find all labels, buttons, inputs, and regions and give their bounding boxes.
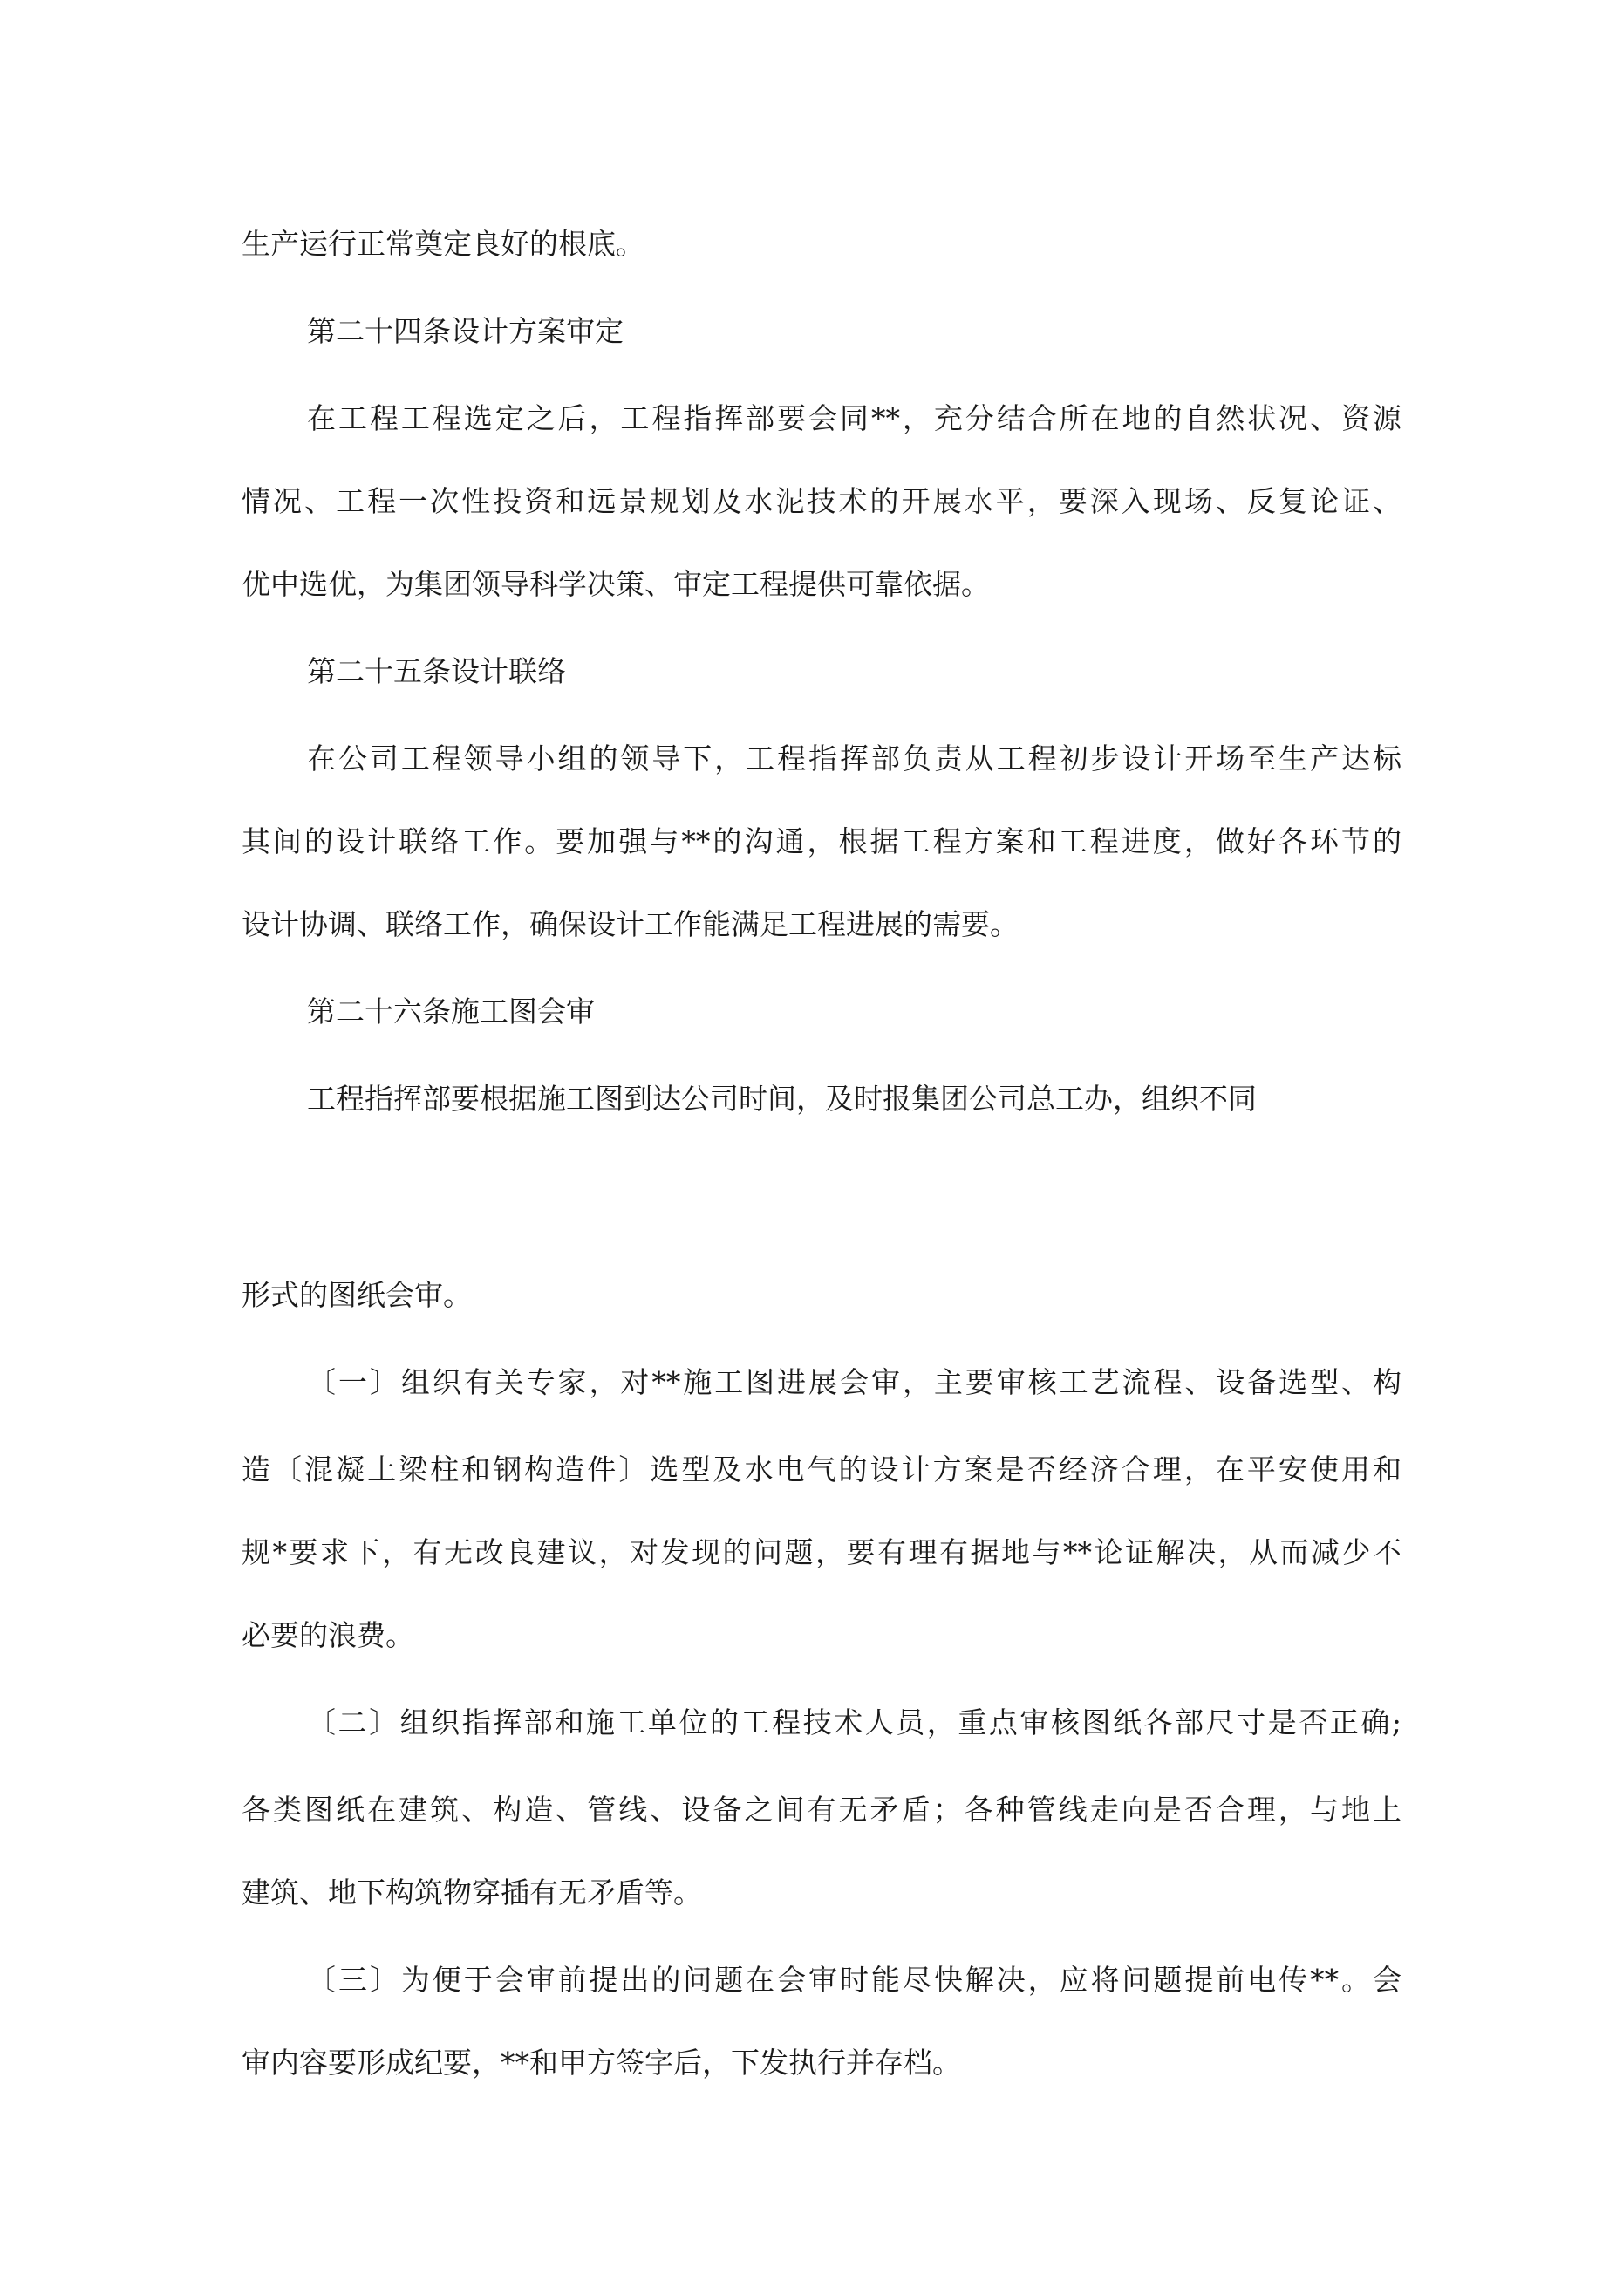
text-line: 形式的图纸会审。 bbox=[242, 1278, 472, 1312]
text-line: 必要的浪费。 bbox=[242, 1618, 414, 1652]
article-heading-24: 第二十四条设计方案审定 bbox=[307, 314, 624, 348]
text-line: 工程指挥部要根据施工图到达公司时间，及时报集团公司总工办，组织不同 bbox=[307, 1082, 1257, 1116]
text-line: 在公司工程领导小组的领导下，工程指挥部负责从工程初步设计开场至生产达标 bbox=[307, 741, 1401, 776]
text-line: 〔二〕组织指挥部和施工单位的工程技术人员，重点审核图纸各部尺寸是否正确; bbox=[307, 1705, 1401, 1739]
text-line: 生产运行正常奠定良好的根底。 bbox=[242, 227, 644, 261]
text-line: 建筑、地下构筑物穿插有无矛盾等。 bbox=[242, 1876, 702, 1910]
text-line: 优中选优，为集团领导科学决策、审定工程提供可靠依据。 bbox=[242, 567, 990, 601]
text-line: 规*要求下，有无改良建议，对发现的问题，要有理有据地与**论证解决，从而减少不 bbox=[242, 1535, 1401, 1569]
text-line: 审内容要形成纪要，**和甲方签字后，下发执行并存档。 bbox=[242, 2046, 961, 2080]
text-line: 其间的设计联络工作。要加强与**的沟通，根据工程方案和工程进度，做好各环节的 bbox=[242, 824, 1401, 858]
text-line: 〔一〕组织有关专家，对**施工图进展会审，主要审核工艺流程、设备选型、构 bbox=[307, 1365, 1401, 1399]
text-line: 在工程工程选定之后，工程指挥部要会同**，充分结合所在地的自然状况、资源 bbox=[307, 401, 1401, 435]
text-line: 〔三〕为便于会审前提出的问题在会审时能尽快解决，应将问题提前电传**。会 bbox=[307, 1963, 1401, 1997]
text-line: 情况、工程一次性投资和远景规划及水泥技术的开展水平，要深入现场、反复论证、 bbox=[242, 484, 1401, 518]
text-line: 设计协调、联络工作，确保设计工作能满足工程进展的需要。 bbox=[242, 907, 1019, 941]
text-line: 各类图纸在建筑、构造、管线、设备之间有无矛盾；各种管线走向是否合理，与地上 bbox=[242, 1793, 1401, 1827]
article-heading-25: 第二十五条设计联络 bbox=[307, 654, 566, 688]
text-line: 造〔混凝土梁柱和钢构造件〕选型及水电气的设计方案是否经济合理，在平安使用和 bbox=[242, 1452, 1401, 1486]
article-heading-26: 第二十六条施工图会审 bbox=[307, 994, 595, 1028]
